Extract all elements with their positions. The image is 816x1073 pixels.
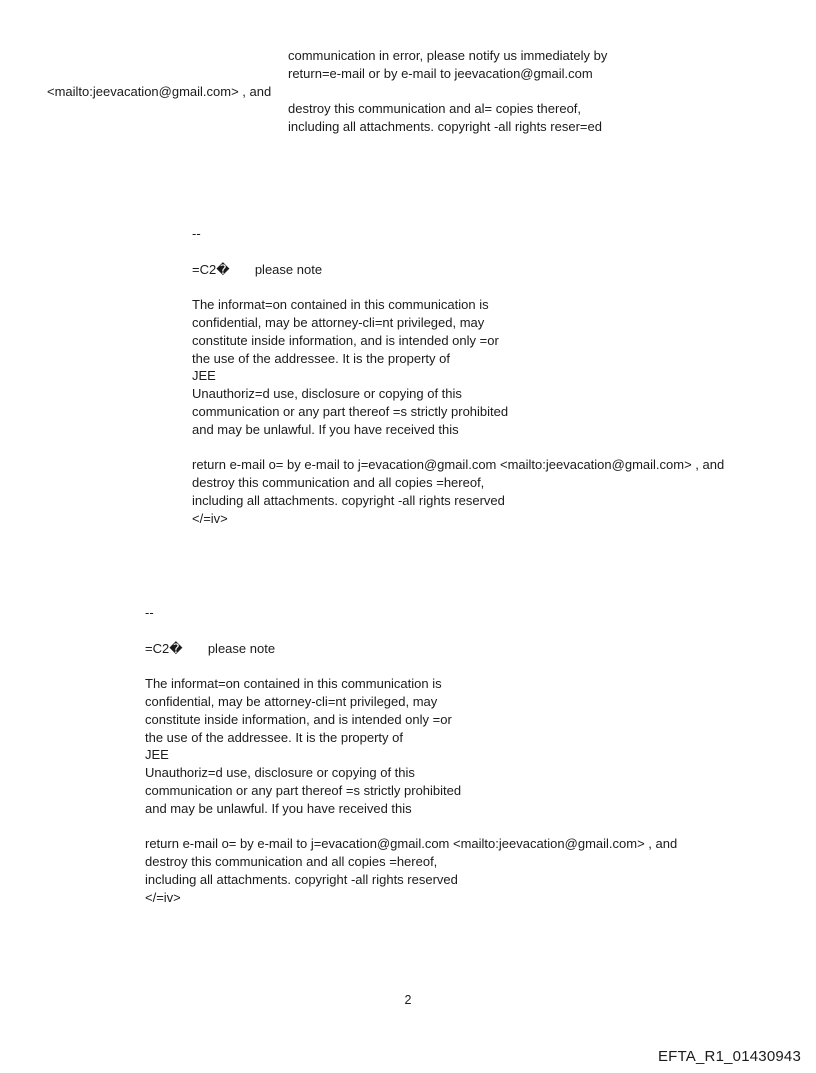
disclaimer-separator: -- <box>192 226 201 241</box>
fragment-line-mailto: <mailto:jeevacation@gmail.com> , and <box>47 83 272 99</box>
blank-line <box>145 818 785 836</box>
disclaimer-line: communication or any part thereof =s strictly prohibited <box>145 782 462 798</box>
blank-line <box>192 243 816 261</box>
disclaimer-line: confidential, may be attorney-cli=nt privileged, may <box>145 693 438 709</box>
disclaimer-heading: =C2� please note <box>192 261 323 277</box>
disclaimer-block-2 <box>145 604 785 907</box>
disclaimer-line: including all attachments. copyright -all rights reserved <box>192 492 505 508</box>
disclaimer-heading: =C2� please note <box>145 640 276 656</box>
fragment-line: return=e-mail or by e-mail to jeevacation@gmail.com <box>288 65 593 81</box>
disclaimer-line: and may be unlawful. If you have received this <box>192 421 459 437</box>
disclaimer-line: Unauthoriz=d use, disclosure or copying of this <box>192 386 462 402</box>
disclaimer-line: JEE <box>192 368 216 384</box>
disclaimer-line: confidential, may be attorney-cli=nt privileged, may <box>192 314 485 330</box>
disclaimer-block-1 <box>192 225 816 528</box>
disclaimer-line: and may be unlawful. If you have received this <box>145 800 412 816</box>
blank-line <box>192 278 816 296</box>
fragment-line: communication in error, please notify us immediately by <box>288 48 608 63</box>
disclaimer-line: JEE <box>145 747 169 763</box>
disclaimer-line: the use of the addressee. It is the property of <box>145 729 403 745</box>
email-footer-fragment <box>0 47 816 136</box>
disclaimer-separator: -- <box>145 605 154 620</box>
fragment-line: destroy this communication and al= copies thereof, <box>288 101 582 117</box>
blank-line <box>192 439 816 457</box>
disclaimer-line: The informat=on contained in this communication is <box>192 297 489 313</box>
disclaimer-line: destroy this communication and all copies =hereof, <box>192 475 485 491</box>
disclaimer-line: constitute inside information, and is intended only =or <box>145 711 452 727</box>
disclaimer-line: the use of the addressee. It is the property of <box>192 350 450 366</box>
disclaimer-line: return e-mail o= by e-mail to j=evacation@gmail.com <mailto:jeevacation@gmail.com> , and <box>145 836 678 852</box>
disclaimer-line: The informat=on contained in this communication is <box>145 676 442 692</box>
blank-line <box>145 622 785 640</box>
disclaimer-line: return e-mail o= by e-mail to j=evacation@gmail.com <mailto:jeevacation@gmail.com> , and <box>192 457 725 473</box>
disclaimer-closing-tag: </=iv> <box>192 510 228 526</box>
bates-number: EFTA_R1_01430943 <box>657 1048 801 1065</box>
disclaimer-line: destroy this communication and all copies =hereof, <box>145 854 438 870</box>
disclaimer-line: Unauthoriz=d use, disclosure or copying of this <box>145 765 415 781</box>
disclaimer-line: including all attachments. copyright -all rights reserved <box>145 871 458 887</box>
disclaimer-line: constitute inside information, and is intended only =or <box>192 332 499 348</box>
fragment-line: including all attachments. copyright -all rights reser=ed <box>288 119 602 135</box>
page-number: 2 <box>404 993 412 1007</box>
blank-line <box>145 657 785 675</box>
disclaimer-closing-tag: </=iv> <box>145 889 181 905</box>
disclaimer-line: communication or any part thereof =s strictly prohibited <box>192 403 509 419</box>
